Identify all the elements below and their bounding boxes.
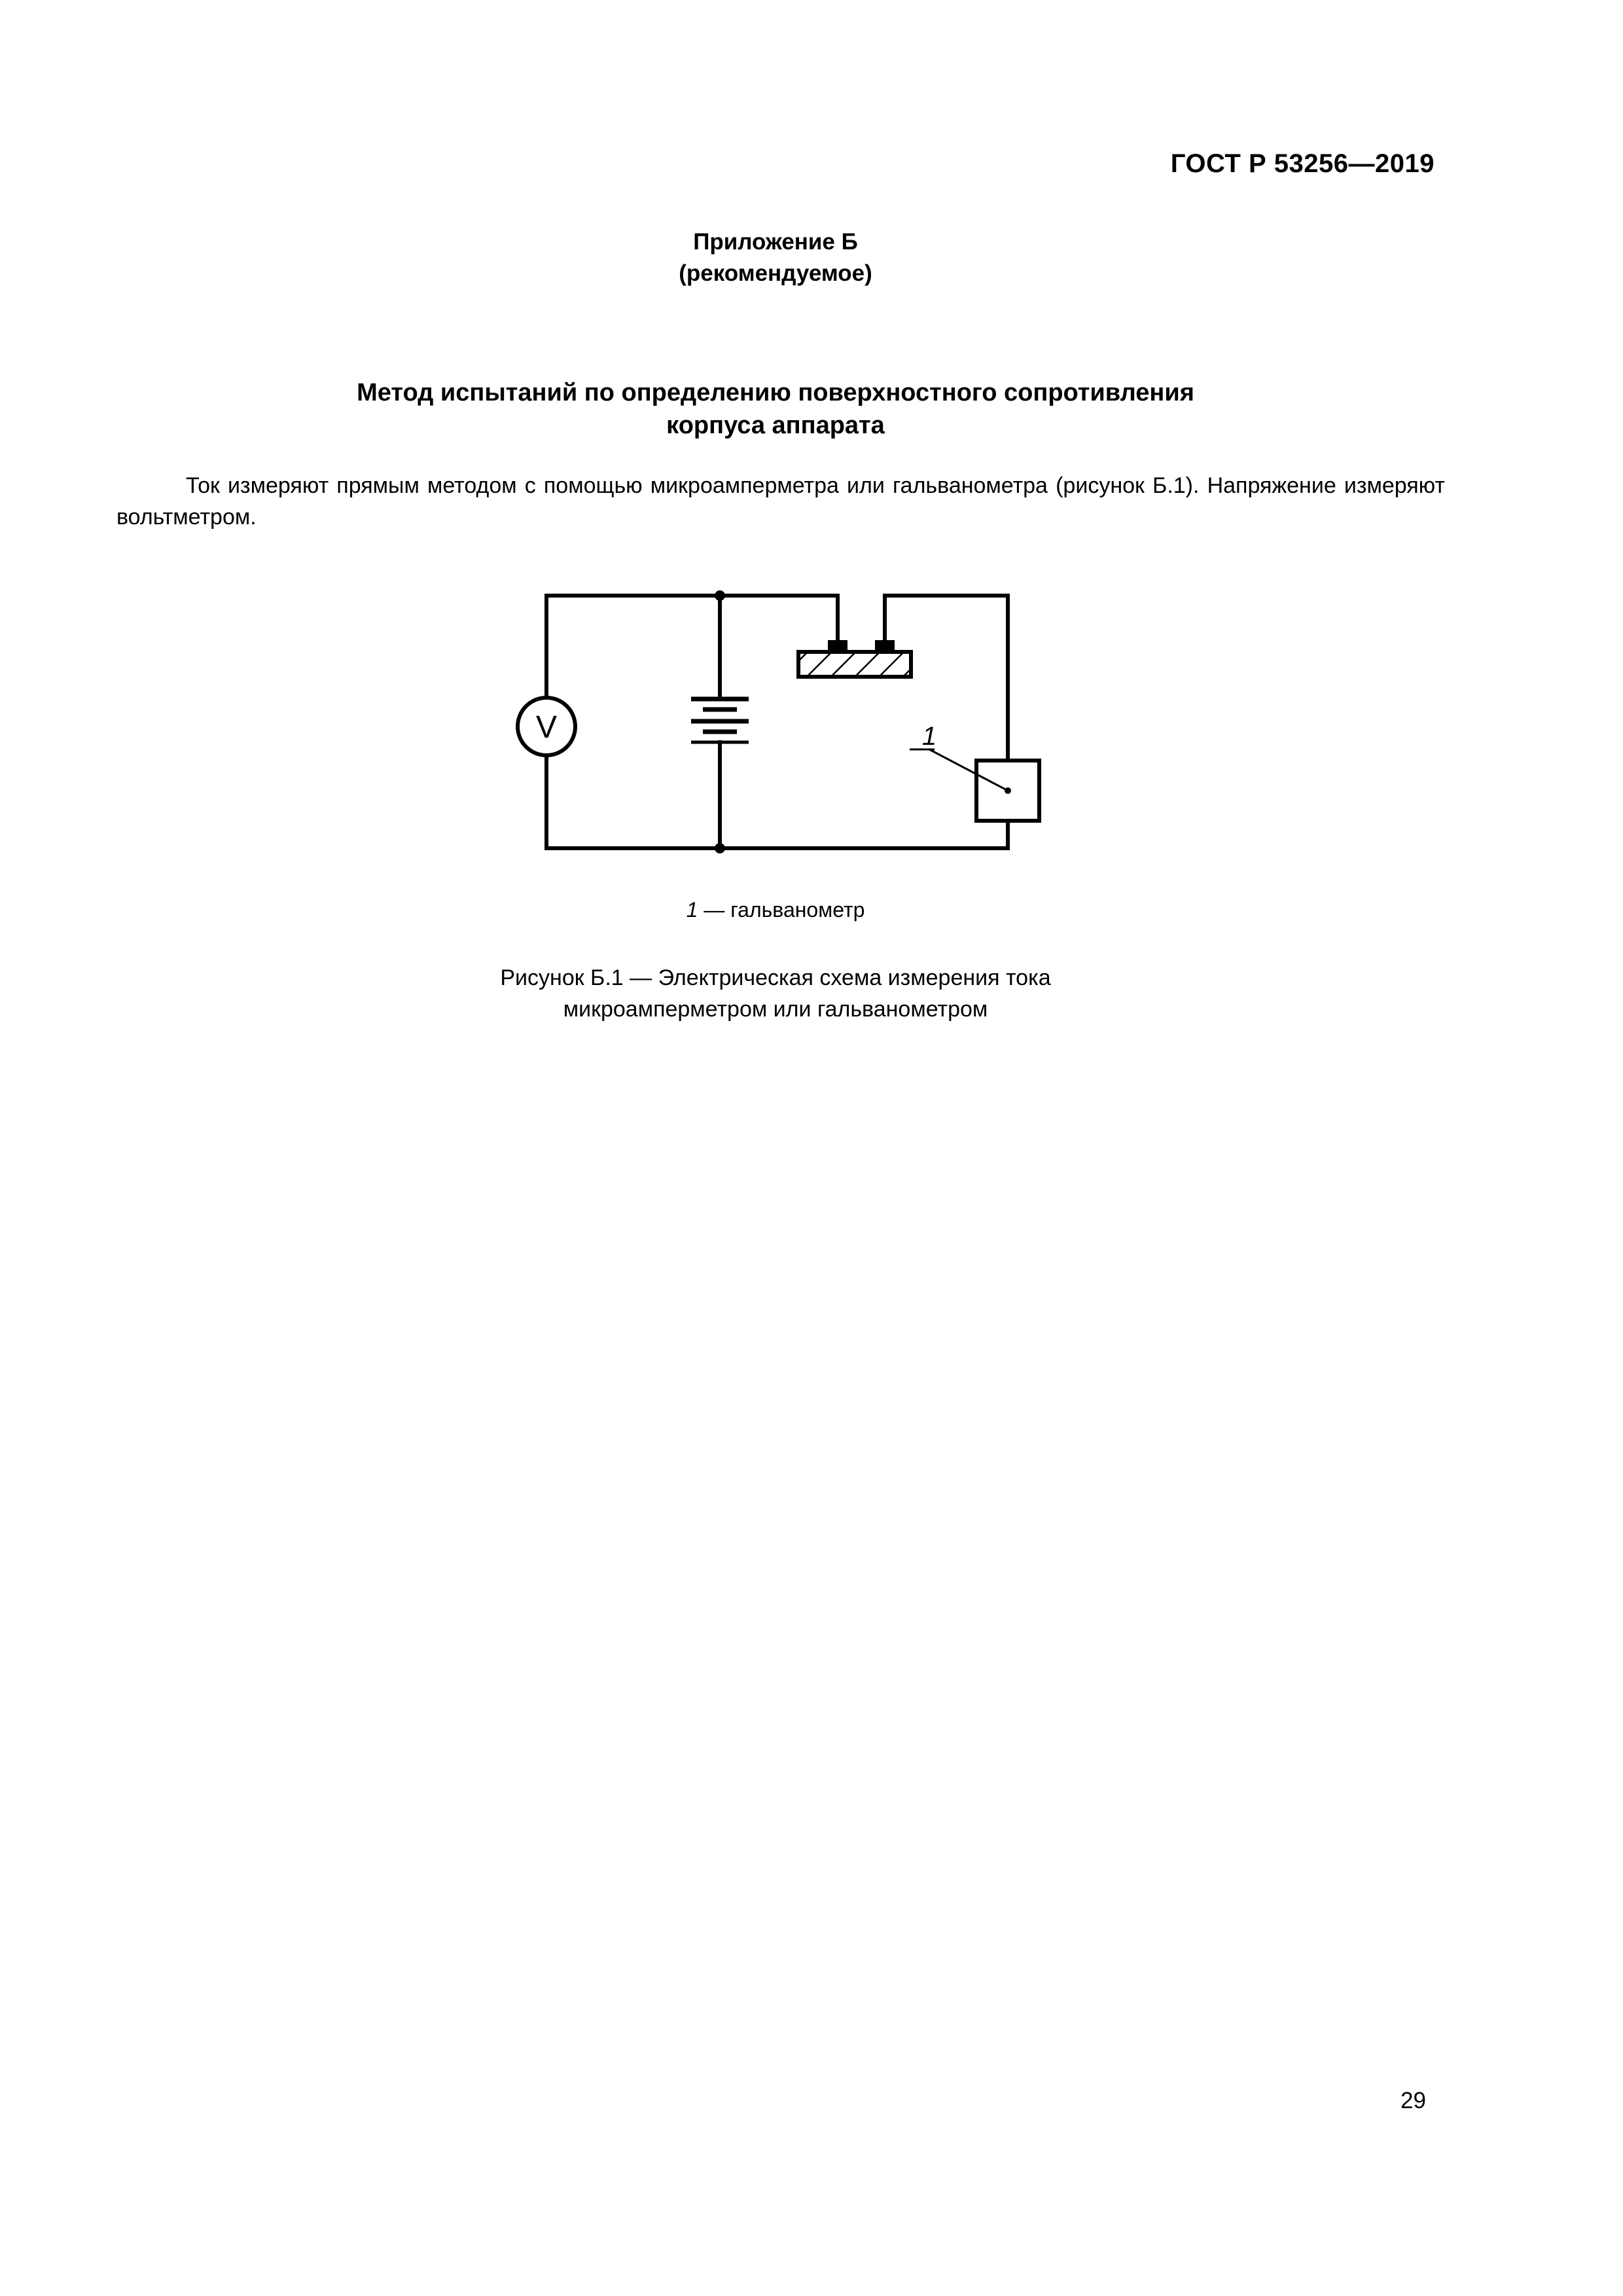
junction-bottom xyxy=(715,843,725,853)
circuit-diagram xyxy=(497,576,1073,877)
body-paragraph: Ток измеряют прямым методом с помощью микроамперметра или гальванометра (рисунок Б.1). Напряжение измеряют вольтметром. xyxy=(116,473,1445,529)
section-title-line2: корпуса аппарата xyxy=(666,412,885,439)
page-number: 29 xyxy=(1400,2088,1426,2113)
battery-icon xyxy=(691,699,749,742)
legend-text: — гальванометр xyxy=(698,898,865,922)
section-title xyxy=(0,376,1551,442)
voltmeter-label: V xyxy=(535,710,558,745)
appendix-title xyxy=(0,226,1551,289)
callout-number: 1 xyxy=(921,722,937,751)
junction-top xyxy=(715,590,725,601)
caption-line1: Рисунок Б.1 — Электрическая схема измерения тока xyxy=(500,965,1051,990)
section-title-line1: Метод испытаний по определению поверхностного сопротивления xyxy=(357,379,1194,406)
appendix-title-line2: (рекомендуемое) xyxy=(679,260,872,286)
document-code: ГОСТ Р 53256—2019 xyxy=(1170,149,1435,178)
legend-number: 1 xyxy=(686,898,698,922)
figure-legend xyxy=(0,898,1551,922)
figure-caption xyxy=(0,962,1551,1025)
sample-hatched xyxy=(798,652,911,677)
appendix-title-line1: Приложение Б xyxy=(693,229,858,255)
caption-line2: микроамперметром или гальванометром xyxy=(563,997,988,1022)
